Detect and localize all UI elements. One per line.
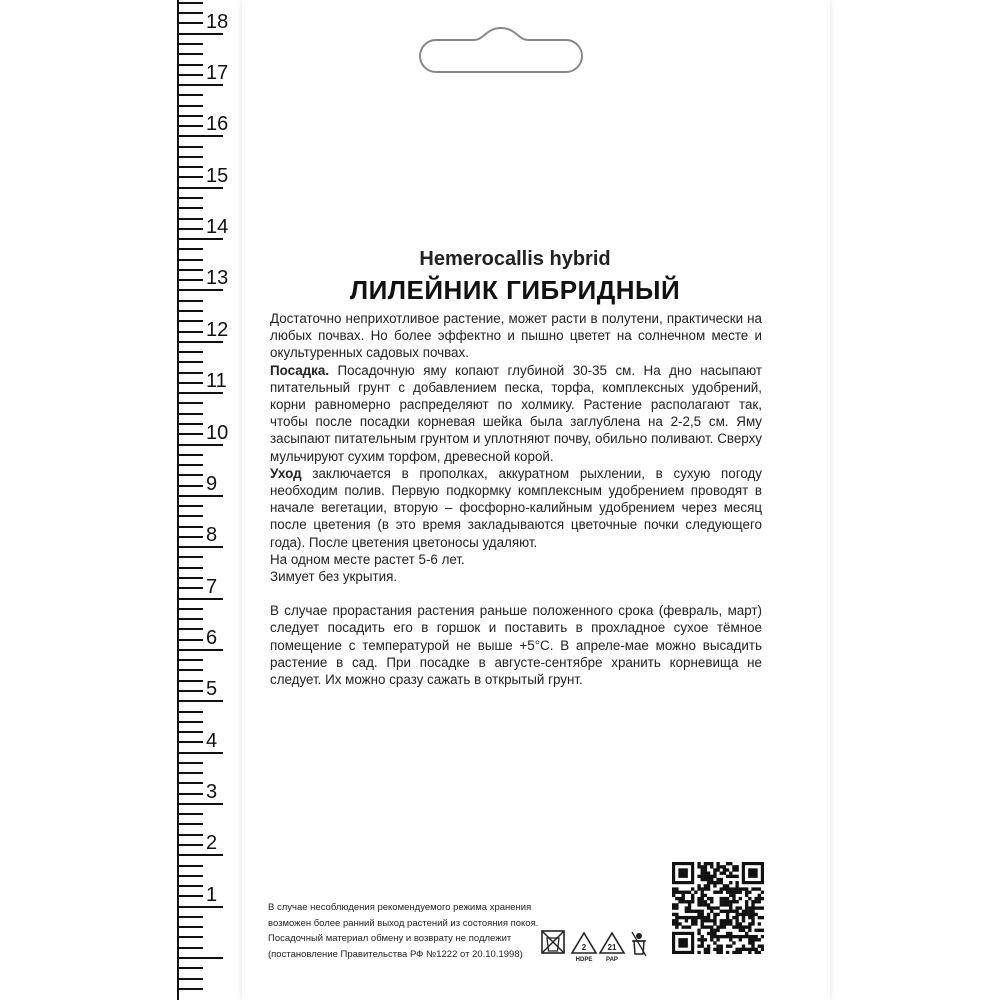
ruler-tick — [177, 105, 203, 107]
ruler-label: 14 — [206, 216, 229, 238]
no-litter-icon — [542, 931, 564, 953]
ruler-tick — [177, 248, 203, 250]
svg-text:HDPE: HDPE — [575, 957, 593, 962]
measuring-ruler — [0, 0, 240, 1000]
ruler-tick — [177, 197, 203, 199]
ruler-tick — [177, 752, 223, 754]
ruler-tick — [177, 464, 203, 466]
ruler-tick — [177, 269, 203, 271]
ruler-tick — [177, 218, 203, 220]
footnote-line: (постановление Правительства РФ №1222 от 20.10.1998) — [268, 948, 523, 960]
ruler-tick — [177, 187, 223, 189]
ruler-tick — [177, 176, 203, 178]
ruler-tick — [177, 608, 203, 610]
ruler-label: 18 — [206, 11, 229, 33]
ruler-tick — [177, 639, 203, 641]
ruler-tick — [177, 413, 203, 415]
ruler-label: 13 — [206, 267, 229, 289]
ruler-tick — [177, 423, 203, 425]
ruler-tick — [177, 64, 203, 66]
ruler-tick — [177, 823, 203, 825]
ruler-tick — [177, 12, 203, 14]
ruler-tick — [177, 567, 203, 569]
ruler-label: 4 — [206, 730, 218, 752]
ruler-tick — [177, 238, 223, 240]
ruler-tick — [177, 834, 203, 836]
paragraph-early-sprout: В случае прорастания растения раньше положенного срока (февраль, март) следует посадить его в горшок и поставить в прохладное сухое тёмное помещение с температурой не выше +5°C. В апреле-мае можно высадить растение в сад. При посадке в августе-сентябре хранить корневища не следует. Их можно сразу сажать в открытый грунт. — [270, 603, 762, 688]
ruler-tick — [177, 906, 223, 908]
ruler-tick — [177, 947, 203, 949]
ruler-tick — [177, 916, 203, 918]
footnote-line: возможен более ранний выход растений из состояния покоя. — [268, 917, 539, 929]
ruler-tick — [177, 300, 203, 302]
paragraph-planting: Посадка. Посадочную яму копают глубиной 30-35 см. На дно насыпают питательный грунт с добавлением песка, торфа, комплексных удобрений, корни равномерно распределяют по холмику. Растение располагают так, чтобы после посадки корневая шейка была заглублена на 2-2,5 см. Яму засыпают питательным грунтом и уплотняют почву, обильно поливают. Сверху мульчируют сухим торфом, древесной корой. — [270, 362, 762, 464]
ruler-tick — [177, 526, 203, 528]
paragraph-winter: Зимует без укрытия. — [270, 569, 398, 585]
ruler-label: 10 — [206, 422, 229, 444]
paragraph-lifespan: На одном месте растет 5-6 лет. — [270, 551, 465, 567]
ruler-label: 17 — [206, 62, 229, 84]
ruler-tick — [177, 967, 203, 969]
ruler-tick — [177, 865, 203, 867]
storage-footnote — [268, 900, 538, 962]
hanger-slot — [416, 24, 586, 74]
ruler-tick — [177, 936, 203, 938]
ruler-tick — [177, 402, 203, 404]
ruler-tick — [177, 957, 223, 959]
ruler-label: 2 — [206, 832, 218, 854]
recycling-icons — [540, 928, 660, 962]
paragraph-care: Уход заключается в прополках, аккуратном рыхлении, в сухую погоду необходим полив. Первую подкормку комплексным удобрением проводят в начале вегетации, вторую – фосфорно-калийным удобрением через месяц после цветения (в это время закладываются цветочные почки следующего года). После цветения цветоносы удаляют. — [270, 465, 762, 550]
ruler-tick — [177, 33, 223, 35]
ruler-tick — [177, 711, 203, 713]
footnote-line: Посадочный материал обмену и возврату не подлежит — [268, 933, 512, 944]
ruler-tick — [177, 978, 203, 980]
product-title: ЛИЛЕЙНИК ГИБРИДНЫЙ — [349, 275, 681, 305]
trash-bin-icon — [632, 932, 646, 956]
ruler-tick — [177, 320, 203, 322]
ruler-tick — [177, 2, 203, 4]
ruler-tick — [177, 279, 203, 281]
ruler-tick — [177, 207, 203, 209]
ruler-tick — [177, 372, 203, 374]
ruler-tick — [177, 505, 203, 507]
ruler-tick — [177, 731, 203, 733]
ruler-tick — [177, 22, 203, 24]
ruler-tick — [177, 793, 203, 795]
ruler-label: 15 — [206, 165, 229, 187]
latin-name: Hemerocallis hybrid — [419, 248, 611, 270]
ruler-tick — [177, 156, 203, 158]
ruler-tick — [177, 721, 203, 723]
ruler-tick — [177, 382, 203, 384]
ruler-tick — [177, 598, 223, 600]
qr-code-icon — [672, 862, 764, 954]
ruler-tick — [177, 74, 203, 76]
ruler-label: 16 — [206, 113, 229, 135]
svg-text:21: 21 — [607, 943, 617, 952]
ruler-tick — [177, 885, 203, 887]
ruler-tick — [177, 618, 203, 620]
ruler-tick — [177, 135, 223, 137]
ruler-tick — [177, 628, 203, 630]
ruler-tick — [177, 700, 223, 702]
ruler-label: 12 — [206, 319, 229, 341]
ruler-tick — [177, 259, 203, 261]
ruler-tick — [177, 433, 203, 435]
ruler-tick — [177, 772, 203, 774]
ruler-tick — [177, 813, 203, 815]
ruler-tick — [177, 803, 223, 805]
ruler-label: 8 — [206, 524, 218, 546]
ruler-label: 9 — [206, 473, 218, 495]
footnote-line: В случае несоблюдения рекомендуемого режима хранения — [268, 902, 532, 913]
ruler-tick — [177, 577, 203, 579]
ruler-tick — [177, 331, 203, 333]
ruler-tick — [177, 515, 203, 517]
ruler-tick — [177, 228, 203, 230]
ruler-tick — [177, 587, 203, 589]
ruler-tick — [177, 392, 223, 394]
ruler-tick — [177, 669, 203, 671]
ruler-tick — [177, 474, 203, 476]
ruler-tick — [177, 762, 203, 764]
ruler-tick — [177, 351, 203, 353]
ruler-tick — [177, 289, 223, 291]
ruler-tick — [177, 926, 203, 928]
ruler-tick — [177, 146, 203, 148]
ruler-label: 7 — [206, 576, 218, 598]
ruler-label: 6 — [206, 627, 218, 649]
ruler-tick — [177, 43, 203, 45]
ruler-tick — [177, 690, 203, 692]
ruler-tick — [177, 53, 203, 55]
ruler-tick — [177, 310, 203, 312]
ruler-label: 5 — [206, 678, 218, 700]
paragraph-intro: Достаточно неприхотливое растение, может расти в полутени, практически на любых почвах. Но более эффектно и пышно цветет на солнечном месте и окультуренных садовых почвах. — [270, 311, 762, 361]
ruler-tick — [177, 115, 203, 117]
ruler-tick — [177, 536, 203, 538]
ruler-tick — [177, 361, 203, 363]
ruler-tick — [177, 844, 203, 846]
ruler-tick — [177, 680, 203, 682]
ruler-tick — [177, 988, 203, 990]
svg-text:2: 2 — [581, 943, 587, 952]
ruler-tick — [177, 166, 203, 168]
ruler-tick — [177, 556, 203, 558]
ruler-tick — [177, 84, 223, 86]
ruler-tick — [177, 659, 203, 661]
ruler-tick — [177, 649, 223, 651]
svg-text:PAP: PAP — [606, 957, 618, 962]
recycle-hdpe-icon — [572, 933, 596, 962]
description — [270, 310, 762, 688]
ruler-tick — [177, 854, 223, 856]
ruler-tick — [177, 875, 203, 877]
ruler-tick — [177, 495, 223, 497]
ruler-label: 3 — [206, 781, 218, 803]
ruler-tick — [177, 546, 223, 548]
ruler-tick — [177, 741, 203, 743]
ruler-tick — [177, 94, 203, 96]
ruler-tick — [177, 341, 223, 343]
ruler-tick — [177, 454, 203, 456]
ruler-tick — [177, 895, 203, 897]
ruler-line — [177, 0, 179, 1000]
recycle-pap-icon — [600, 933, 624, 962]
ruler-label: 11 — [206, 370, 227, 392]
ruler-tick — [177, 485, 203, 487]
ruler-tick — [177, 125, 203, 127]
ruler-tick — [177, 444, 223, 446]
ruler-label: 1 — [206, 884, 218, 906]
ruler-tick — [177, 782, 203, 784]
